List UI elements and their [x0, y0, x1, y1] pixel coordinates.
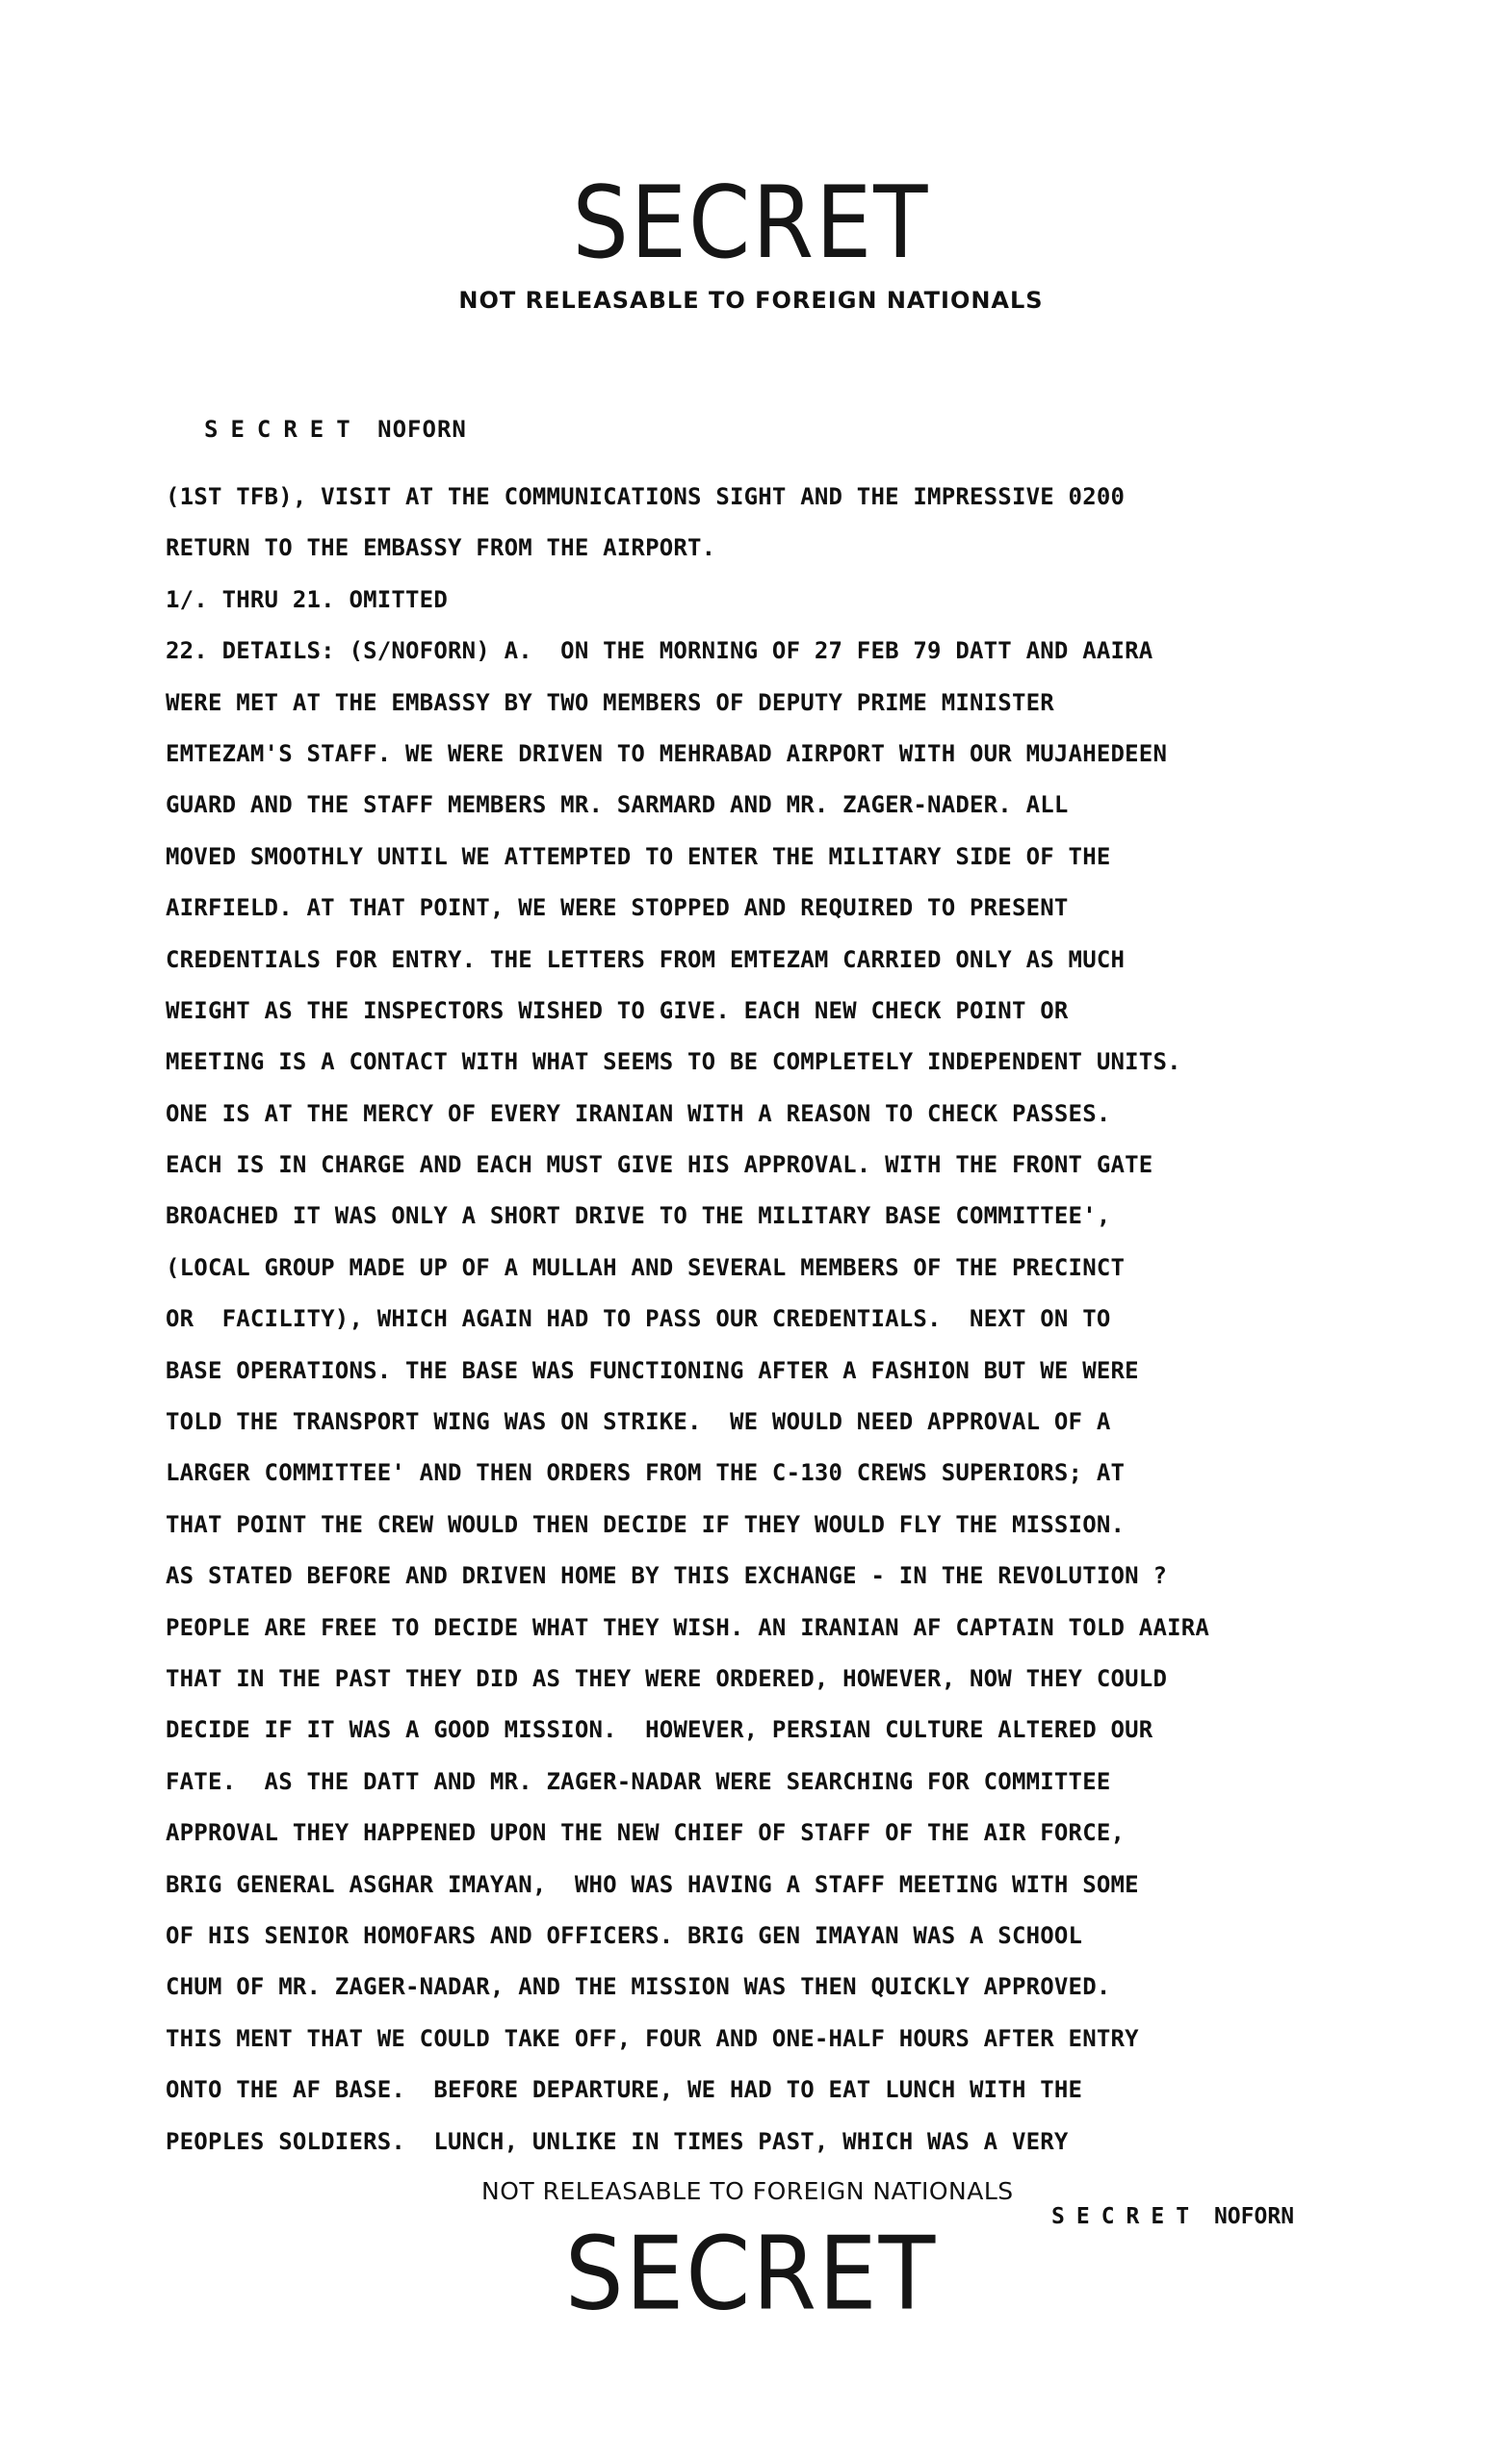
body-text-line: GUARD AND THE STAFF MEMBERS MR. SARMARD AND MR. ZAGER-NADER. ALL: [166, 791, 1069, 819]
body-text-line: MOVED SMOOTHLY UNTIL WE ATTEMPTED TO ENTER THE MILITARY SIDE OF THE: [166, 842, 1111, 870]
body-text-line: TOLD THE TRANSPORT WING WAS ON STRIKE. WE WOULD NEED APPROVAL OF A: [166, 1408, 1111, 1436]
body-text-line: THIS MENT THAT WE COULD TAKE OFF, FOUR AND ONE-HALF HOURS AFTER ENTRY: [166, 2024, 1139, 2052]
body-text-line: PEOPLE ARE FREE TO DECIDE WHAT THEY WISH. AN IRANIAN AF CAPTAIN TOLD AAIRA: [166, 1613, 1210, 1641]
body-text-line: CHUM OF MR. ZAGER-NADAR, AND THE MISSION WAS THEN QUICKLY APPROVED.: [166, 1973, 1111, 2001]
body-text-line: DECIDE IF IT WAS A GOOD MISSION. HOWEVER, PERSIAN CULTURE ALTERED OUR: [166, 1716, 1153, 1744]
body-text-line: BROACHED IT WAS ONLY A SHORT DRIVE TO THE MILITARY BASE COMMITTEE',: [166, 1202, 1111, 1230]
body-text-line: LARGER COMMITTEE' AND THEN ORDERS FROM THE C-130 CREWS SUPERIORS; AT: [166, 1459, 1126, 1487]
releasability-caveat-top: NOT RELEASABLE TO FOREIGN NATIONALS: [458, 287, 1044, 314]
body-text-line: BASE OPERATIONS. THE BASE WAS FUNCTIONING AFTER A FASHION BUT WE WERE: [166, 1356, 1139, 1384]
secret-stamp-bottom: SECRET: [564, 2214, 938, 2333]
body-text-line: WERE MET AT THE EMBASSY BY TWO MEMBERS OF DEPUTY PRIME MINISTER: [166, 688, 1054, 716]
body-text-line: OF HIS SENIOR HOMOFARS AND OFFICERS. BRIG GEN IMAYAN WAS A SCHOOL: [166, 1921, 1083, 1949]
body-text-line: ONTO THE AF BASE. BEFORE DEPARTURE, WE HAD TO EAT LUNCH WITH THE: [166, 2076, 1083, 2104]
body-text-line: EACH IS IN CHARGE AND EACH MUST GIVE HIS APPROVAL. WITH THE FRONT GATE: [166, 1151, 1153, 1179]
body-text-line: 22. DETAILS: (S/NOFORN) A. ON THE MORNING OF 27 FEB 79 DATT AND AAIRA: [166, 637, 1153, 665]
body-text-line: 1/. THRU 21. OMITTED: [166, 585, 448, 613]
body-text-line: OR FACILITY), WHICH AGAIN HAD TO PASS OUR CREDENTIALS. NEXT ON TO: [166, 1305, 1111, 1333]
header-control-marking: NOFORN: [377, 416, 467, 443]
body-text-line: CREDENTIALS FOR ENTRY. THE LETTERS FROM EMTEZAM CARRIED ONLY AS MUCH: [166, 945, 1126, 973]
footer-classification: SECRET: [1051, 2204, 1202, 2229]
body-text-line: APPROVAL THEY HAPPENED UPON THE NEW CHIEF OF STAFF OF THE AIR FORCE,: [166, 1819, 1126, 1847]
message-body: [166, 472, 1446, 2168]
body-text-line: AIRFIELD. AT THAT POINT, WE WERE STOPPED AND REQUIRED TO PRESENT: [166, 894, 1069, 922]
secret-stamp-top: SECRET: [572, 165, 930, 281]
body-text-line: (LOCAL GROUP MADE UP OF A MULLAH AND SEVERAL MEMBERS OF THE PRECINCT: [166, 1253, 1126, 1281]
header-classification-line: [204, 416, 467, 443]
body-text-line: (1ST TFB), VISIT AT THE COMMUNICATIONS SIGHT AND THE IMPRESSIVE 0200: [166, 483, 1126, 510]
releasability-caveat-bottom: NOT RELEASABLE TO FOREIGN NATIONALS: [481, 2177, 1014, 2205]
body-text-line: FATE. AS THE DATT AND MR. ZAGER-NADAR WERE SEARCHING FOR COMMITTEE: [166, 1767, 1111, 1795]
body-text-line: WEIGHT AS THE INSPECTORS WISHED TO GIVE. EACH NEW CHECK POINT OR: [166, 996, 1069, 1024]
header-classification: SECRET: [204, 416, 363, 443]
body-text-line: RETURN TO THE EMBASSY FROM THE AIRPORT.: [166, 534, 716, 562]
body-text-line: THAT IN THE PAST THEY DID AS THEY WERE ORDERED, HOWEVER, NOW THEY COULD: [166, 1664, 1168, 1692]
body-text-line: PEOPLES SOLDIERS. LUNCH, UNLIKE IN TIMES PAST, WHICH WAS A VERY: [166, 2127, 1069, 2155]
body-text-line: BRIG GENERAL ASGHAR IMAYAN, WHO WAS HAVING A STAFF MEETING WITH SOME: [166, 1870, 1139, 1898]
body-text-line: MEETING IS A CONTACT WITH WHAT SEEMS TO BE COMPLETELY INDEPENDENT UNITS.: [166, 1048, 1181, 1076]
body-text-line: AS STATED BEFORE AND DRIVEN HOME BY THIS EXCHANGE - IN THE REVOLUTION ?: [166, 1562, 1168, 1590]
body-text-line: THAT POINT THE CREW WOULD THEN DECIDE IF THEY WOULD FLY THE MISSION.: [166, 1510, 1126, 1538]
body-text-line: EMTEZAM'S STAFF. WE WERE DRIVEN TO MEHRABAD AIRPORT WITH OUR MUJAHEDEEN: [166, 739, 1168, 767]
body-text-line: ONE IS AT THE MERCY OF EVERY IRANIAN WITH A REASON TO CHECK PASSES.: [166, 1099, 1111, 1127]
footer-control-marking: NOFORN: [1213, 2204, 1295, 2229]
